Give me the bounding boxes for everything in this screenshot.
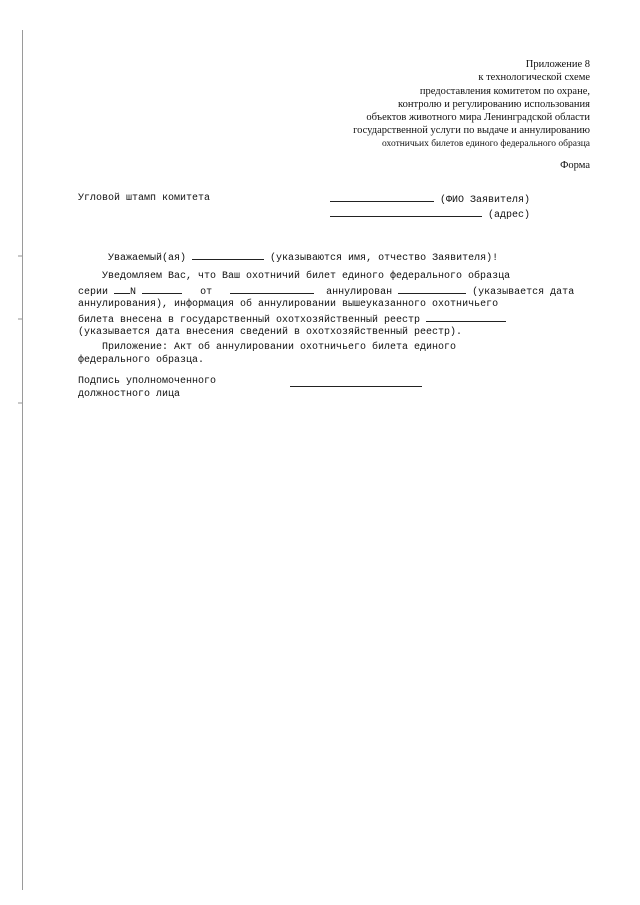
fio-label: (ФИО Заявителя) <box>440 195 531 206</box>
appendix-header <box>290 58 590 151</box>
attachment-paragraph <box>78 342 588 367</box>
header-line: предоставления комитетом по охране, <box>419 85 590 97</box>
scan-edge-line <box>22 30 23 890</box>
header-line: Приложение 8 <box>525 59 590 70</box>
annul-date-blank-line <box>398 284 466 294</box>
scan-speck <box>18 318 22 320</box>
body-line <box>78 284 588 300</box>
series-label: серии <box>78 286 109 298</box>
body-line: аннулирования), информация об аннулировании вышеуказанного охотничьего <box>78 299 499 311</box>
series-blank-line <box>114 284 130 294</box>
name-blank-line <box>192 250 264 260</box>
date-blank-line <box>230 284 314 294</box>
number-label: N <box>130 286 137 298</box>
signature-blank-line <box>290 386 422 387</box>
applicant-fio-row <box>330 192 530 207</box>
annulled-label: аннулирован <box>326 286 393 298</box>
header-line: к технологической схеме <box>478 72 590 84</box>
date-from-label: от <box>200 286 213 298</box>
corner-stamp-label: Угловой штамп комитета <box>78 193 211 204</box>
body-line: Уведомляем Вас, что Ваш охотничий билет единого федерального образца <box>102 271 511 282</box>
body-line: (указывается дата внесения сведений в охотхозяйственный реестр). <box>78 327 463 339</box>
attachment-line: федерального образца. <box>78 354 205 366</box>
greeting-prefix: Уважаемый(ая) <box>108 253 187 264</box>
fio-blank-line <box>330 192 434 202</box>
greeting-note: (указываются имя, отчество Заявителя)! <box>270 253 499 264</box>
attachment-line: Приложение: Акт об аннулировании охотничьего билета единого <box>102 342 457 353</box>
header-line: объектов животного мира Ленинградской области <box>366 112 590 124</box>
form-label: Форма <box>560 160 590 171</box>
scan-speck <box>18 402 22 404</box>
header-line: государственной услуги по выдаче и аннулированию <box>353 125 590 137</box>
notification-paragraph <box>78 271 588 340</box>
registry-text: билета внесена в государственный охотхозяйственный реестр <box>78 314 421 326</box>
signature-line: должностного лица <box>78 388 181 400</box>
date-note: (указывается дата <box>472 286 575 298</box>
signature-block <box>78 376 216 401</box>
scan-speck <box>18 255 22 257</box>
address-label: (адрес) <box>488 210 531 221</box>
greeting-line <box>108 250 498 264</box>
body-line <box>78 312 588 328</box>
signature-line: Подпись уполномоченного <box>78 376 217 387</box>
applicant-block <box>330 192 530 222</box>
header-line: охотничьих билетов единого федерального образца <box>382 138 590 149</box>
registry-blank-line <box>426 312 506 322</box>
number-blank-line <box>142 284 182 294</box>
address-blank-line <box>330 207 482 217</box>
applicant-address-row <box>330 207 530 222</box>
header-line: контролю и регулированию использования <box>398 98 590 110</box>
